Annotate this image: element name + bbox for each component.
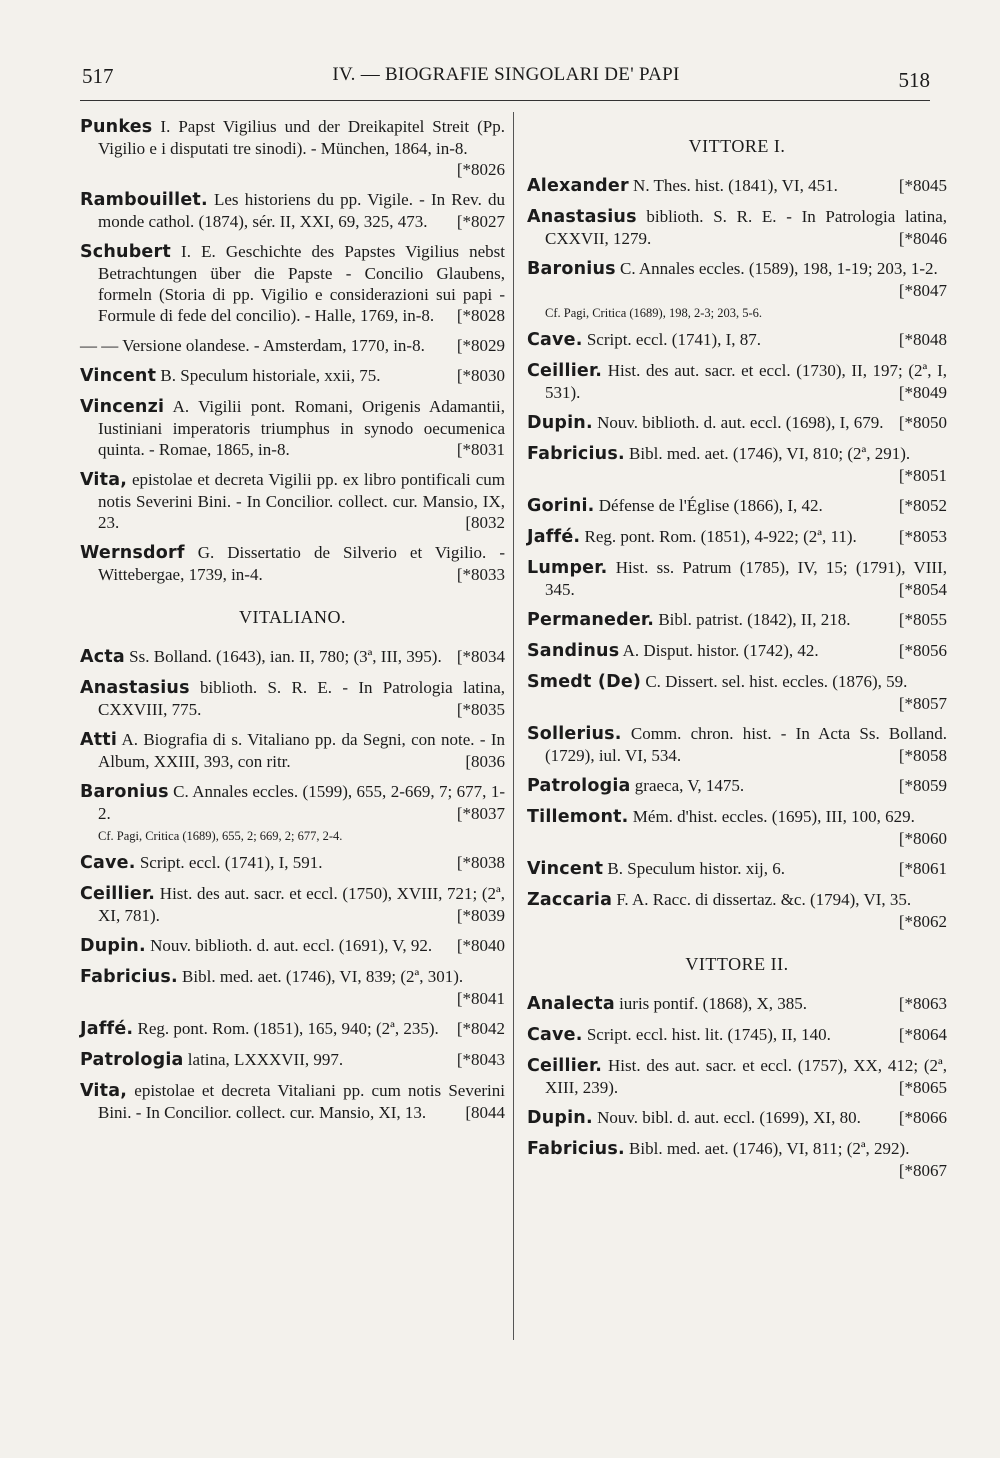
entry-ref: [*8027 [456, 212, 505, 231]
entry-ref: [*8028 [456, 306, 505, 325]
entry-ref: [*8029 [456, 336, 505, 355]
bib-entry [527, 1138, 947, 1181]
entry-text: biblioth. S. R. E. - In Patrologia latina, CXXVIII, 775. [98, 678, 505, 719]
bib-entry [527, 609, 947, 631]
bib-entry [527, 640, 947, 662]
entry-ref: [*8040 [456, 936, 505, 955]
bib-entry [80, 883, 505, 926]
entry-author: Permaneder. [527, 610, 655, 630]
entry-author: Wernsdorf [80, 543, 185, 563]
entry-ref: [*8061 [898, 859, 947, 878]
bib-entry [80, 646, 505, 668]
entry-author: Vincent [527, 859, 604, 879]
entry-text: biblioth. S. R. E. - In Patrologia latina, CXXVII, 1279. [545, 207, 947, 248]
entry-author: Baronius [80, 782, 169, 802]
entry-author: — — [80, 336, 119, 355]
entry-ref: [*8059 [898, 776, 947, 795]
entry-text: B. Speculum histor. xij, 6. [603, 859, 785, 878]
entry-text: Mém. d'hist. eccles. (1695), III, 100, 629. [628, 807, 915, 826]
bib-entry [527, 806, 947, 849]
entry-author: Smedt (De) [527, 672, 642, 692]
entry-text: Comm. chron. hist. - In Acta Ss. Bolland. (1729), iul. VI, 534. [545, 724, 947, 765]
entry-author: Vita, [80, 1081, 128, 1101]
bib-entry [527, 206, 947, 249]
entry-ref: [*8047 [898, 281, 947, 300]
bib-entry [527, 671, 947, 714]
bib-entry [80, 241, 505, 326]
bib-entry [80, 1049, 505, 1071]
entry-ref: [*8058 [898, 746, 947, 765]
entry-author: Fabricius. [527, 1139, 625, 1159]
entry-author: Alexander [527, 176, 629, 196]
bib-entry [527, 889, 947, 932]
entry-ref: [*8054 [898, 580, 947, 599]
entry-author: Dupin. [527, 413, 593, 433]
entry-author: Anastasius [527, 207, 637, 227]
entry-text: Défense de l'Église (1866), I, 42. [594, 496, 823, 515]
entry-author: Atti [80, 730, 118, 750]
bib-entry [527, 1024, 947, 1046]
bib-entry [80, 852, 505, 874]
entry-text: Bibl. patrist. (1842), II, 218. [654, 610, 851, 629]
entry-text: I. E. Geschichte des Papstes Vigilius nebst Betrachtungen über die Papste - Concilio Glaubens, formeln (Storia di pp. Vigilio e considerazioni sui papi - Formule di fede del concilio). - Halle, 1769, in-8. [98, 242, 505, 325]
entry-ref: [*8057 [898, 694, 947, 713]
entry-author: Punkes [80, 117, 153, 137]
entry-ref: [*8053 [898, 527, 947, 546]
entry-ref: [*8042 [456, 1019, 505, 1038]
entry-text: Reg. pont. Rom. (1851), 4-922; (2ª, 11). [580, 527, 857, 546]
entry-author: Rambouillet. [80, 190, 208, 210]
entry-author: Gorini. [527, 496, 595, 516]
entry-author: Vita, [80, 470, 128, 490]
bib-entry [80, 1080, 505, 1123]
entry-ref: [*8051 [898, 466, 947, 485]
entry-ref: [8036 [465, 752, 505, 771]
entry-text: epistolae et decreta Vigilii pp. ex libro pontificali cum notis Severini Bini. - In Concilior. collect. cur. Mansio, IX, 23. [98, 470, 505, 532]
entry-author: Acta [80, 647, 125, 667]
entry-text: C. Dissert. sel. hist. eccles. (1876), 59. [641, 672, 908, 691]
entry-author: Sollerius. [527, 724, 622, 744]
entry-ref: [*8041 [456, 989, 505, 1008]
entry-ref: [*8043 [456, 1050, 505, 1069]
entry-text: Versione olandese. - Amsterdam, 1770, in-8. [118, 336, 425, 355]
entry-ref: [*8064 [898, 1025, 947, 1044]
entry-text: iuris pontif. (1868), X, 385. [614, 994, 808, 1013]
entry-text: graeca, V, 1475. [630, 776, 745, 795]
bib-entry [80, 396, 505, 460]
bib-entry [527, 495, 947, 517]
entry-ref: [*8062 [898, 912, 947, 931]
section-heading: VITALIANO. [238, 607, 347, 627]
entry-author: Patrologia [527, 776, 631, 796]
entry-text: Script. eccl. (1741), I, 591. [135, 853, 323, 872]
bib-entry [527, 1055, 947, 1098]
entry-text: Hist. des aut. sacr. et eccl. (1757), XX, 412; (2ª, XIII, 239). [545, 1056, 947, 1097]
entry-author: Dupin. [527, 1108, 593, 1128]
header-rule [80, 100, 930, 101]
bib-entry [80, 542, 505, 585]
entry-author: Cave. [80, 853, 136, 873]
entry-text: Ss. Bolland. (1643), ian. II, 780; (3ª, III, 395). [124, 647, 442, 666]
entry-author: Ceillier. [80, 884, 156, 904]
entry-ref: [8044 [465, 1103, 505, 1122]
bib-entry [80, 729, 505, 772]
entry-author: Analecta [527, 994, 615, 1014]
bib-entry [527, 360, 947, 403]
entry-ref: [*8048 [898, 330, 947, 349]
bib-entry [527, 329, 947, 351]
entry-ref: [8032 [465, 513, 505, 532]
entry-author: Ceillier. [527, 361, 603, 381]
bib-entry [527, 443, 947, 486]
entry-text: Hist. des aut. sacr. et eccl. (1730), II, 197; (2ª, I, 531). [545, 361, 947, 402]
entry-text: A. Disput. histor. (1742), 42. [619, 641, 819, 660]
entry-ref: [*8039 [456, 906, 505, 925]
entry-ref: [*8066 [898, 1108, 947, 1127]
entry-text: Bibl. med. aet. (1746), VI, 810; (2ª, 291). [624, 444, 911, 463]
entry-text: A. Biografia di s. Vitaliano pp. da Segni, con note. - In Album, XXIII, 393, con ritr. [98, 730, 505, 771]
entry-author: Fabricius. [527, 444, 625, 464]
entry-ref: [*8038 [456, 853, 505, 872]
bib-entry [80, 469, 505, 533]
bib-entry [80, 365, 505, 387]
bib-entry [80, 966, 505, 1009]
entry-text: Hist. ss. Patrum (1785), IV, 15; (1791), VIII, 345. [545, 558, 947, 599]
column-divider [513, 112, 514, 1340]
bib-entry [527, 775, 947, 797]
entry-ref: [*8056 [898, 641, 947, 660]
bib-entry [527, 723, 947, 766]
running-title: IV. — BIOGRAFIE SINGOLARI DE' PAPI [332, 64, 680, 85]
entry-author: Zaccaria [527, 890, 613, 910]
entry-ref: [*8045 [898, 176, 947, 195]
right-column [527, 116, 947, 1190]
entry-text: latina, LXXXVII, 997. [183, 1050, 344, 1069]
entry-text: Hist. des aut. sacr. et eccl. (1750), XVIII, 721; (2ª, XI, 781). [98, 884, 505, 925]
bib-entry [80, 935, 505, 957]
page-number-left: 517 [82, 64, 114, 88]
left-column [80, 116, 505, 1132]
entry-author: Jaffé. [527, 527, 581, 547]
bib-entry [80, 781, 505, 824]
entry-ref: [*8035 [456, 700, 505, 719]
entry-ref: [*8031 [456, 440, 505, 459]
entry-text: Nouv. biblioth. d. aut. eccl. (1691), V, 92. [145, 936, 433, 955]
entry-text: I. Papst Vigilius und der Dreikapitel Streit (Pp. Vigilio e i disputati tre sinodi). - München, 1864, in-8. [98, 117, 505, 158]
entry-note: Cf. Pagi, Critica (1689), 198, 2-3; 203, 5-6. [545, 306, 762, 320]
bib-entry [527, 1107, 947, 1129]
bib-entry [527, 526, 947, 548]
entry-text: A. Vigilii pont. Romani, Origenis Adamantii, Iustiniani imperatoris triumphus in synodo oecumenica quinta. - Romae, 1865, in-8. [98, 397, 505, 459]
entry-text: Les historiens du pp. Vigile. - In Rev. du monde cathol. (1874), sér. II, XXI, 69, 325, 473. [98, 190, 505, 231]
entry-text: F. A. Racc. di dissertaz. &c. (1794), VI, 35. [612, 890, 912, 909]
entry-author: Patrologia [80, 1050, 184, 1070]
entry-note: Cf. Pagi, Critica (1689), 655, 2; 669, 2; 677, 2-4. [98, 829, 343, 843]
entry-ref: [*8033 [456, 565, 505, 584]
entry-author: Cave. [527, 1025, 583, 1045]
entry-text: Bibl. med. aet. (1746), VI, 811; (2ª, 292). [624, 1139, 910, 1158]
entry-ref: [*8049 [898, 383, 947, 402]
bib-entry [80, 189, 505, 232]
bib-entry [527, 412, 947, 434]
bib-entry [527, 175, 947, 197]
entry-author: Sandinus [527, 641, 620, 661]
entry-ref: [*8065 [898, 1078, 947, 1097]
bib-entry [80, 335, 505, 356]
bib-entry [80, 116, 505, 180]
entry-text: Nouv. bibl. d. aut. eccl. (1699), XI, 80. [592, 1108, 861, 1127]
entry-text: Nouv. biblioth. d. aut. eccl. (1698), I, 679. [592, 413, 884, 432]
page-header [82, 64, 930, 96]
entry-text: Reg. pont. Rom. (1851), 165, 940; (2ª, 235). [133, 1019, 439, 1038]
entry-ref: [*8063 [898, 994, 947, 1013]
entry-text: Script. eccl. hist. lit. (1745), II, 140. [582, 1025, 831, 1044]
entry-ref: [*8037 [456, 804, 505, 823]
entry-author: Tillemont. [527, 807, 629, 827]
entry-ref: [*8026 [456, 160, 505, 179]
entry-author: Anastasius [80, 678, 190, 698]
bib-entry [527, 258, 947, 301]
entry-ref: [*8034 [456, 647, 505, 666]
bib-entry [80, 677, 505, 720]
entry-author: Ceillier. [527, 1056, 603, 1076]
section-heading: VITTORE I. [688, 136, 786, 156]
entry-author: Lumper. [527, 558, 608, 578]
entry-ref: [*8046 [898, 229, 947, 248]
entry-ref: [*8067 [898, 1161, 947, 1180]
entry-ref: [*8060 [898, 829, 947, 848]
entry-author: Cave. [527, 330, 583, 350]
entry-author: Vincent [80, 366, 157, 386]
entry-text: B. Speculum historiale, xxii, 75. [156, 366, 381, 385]
entry-author: Jaffé. [80, 1019, 134, 1039]
entry-text: C. Annales eccles. (1599), 655, 2-669, 7; 677, 1-2. [98, 782, 505, 823]
entry-author: Fabricius. [80, 967, 178, 987]
entry-ref: [*8030 [456, 366, 505, 385]
bib-entry [80, 1018, 505, 1040]
entry-ref: [*8055 [898, 610, 947, 629]
entry-author: Vincenzi [80, 397, 165, 417]
entry-text: Script. eccl. (1741), I, 87. [582, 330, 762, 349]
page-number-right: 518 [898, 68, 930, 92]
entry-text: G. Dissertatio de Silverio et Vigilio. - Wittebergae, 1739, in-4. [98, 543, 505, 584]
entry-text: epistolae et decreta Vitaliani pp. cum notis Severini Bini. - In Concilior. collect. cur. Mansio, XI, 13. [98, 1081, 505, 1122]
entry-ref: [*8052 [898, 496, 947, 515]
entry-ref: [*8050 [898, 413, 947, 432]
entry-text: Bibl. med. aet. (1746), VI, 839; (2ª, 301). [177, 967, 464, 986]
section-heading: VITTORE II. [685, 954, 789, 974]
entry-author: Dupin. [80, 936, 146, 956]
bib-entry [527, 858, 947, 880]
bib-entry [527, 557, 947, 600]
entry-text: C. Annales eccles. (1589), 198, 1-19; 203, 1-2. [615, 259, 938, 278]
entry-author: Baronius [527, 259, 616, 279]
entry-text: N. Thes. hist. (1841), VI, 451. [628, 176, 838, 195]
bib-entry [527, 993, 947, 1015]
entry-author: Schubert [80, 242, 171, 262]
